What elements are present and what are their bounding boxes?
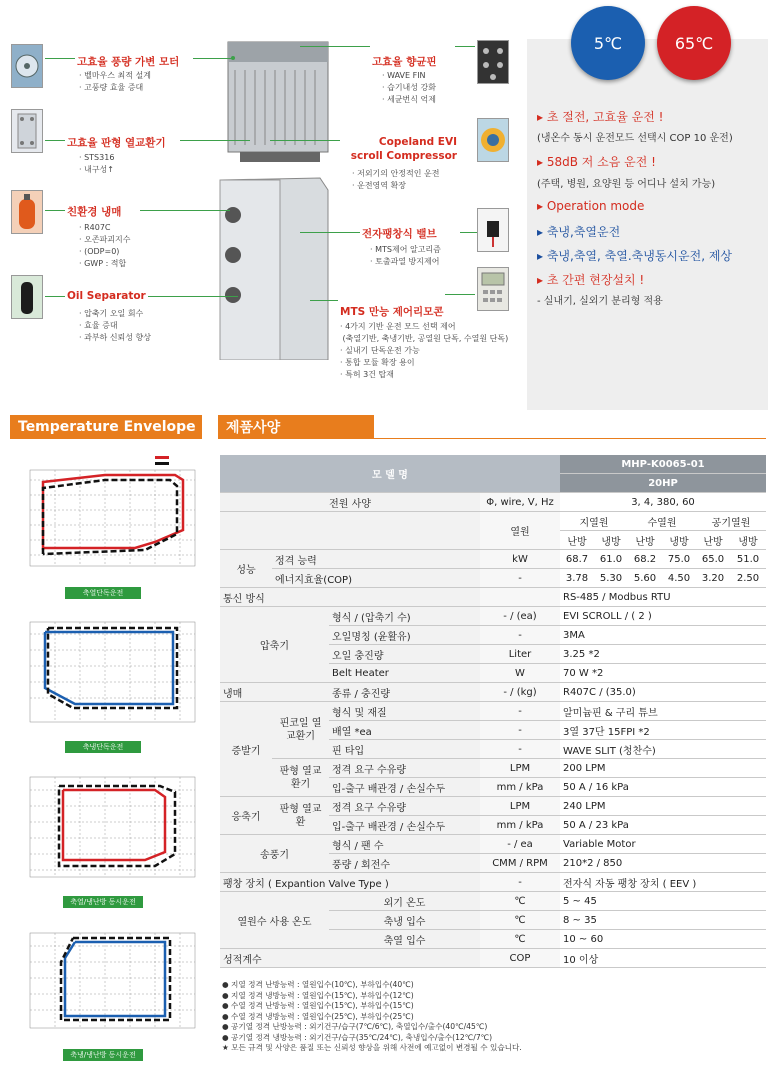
capacity-label: 정격 능력 bbox=[272, 550, 480, 569]
row-label: Belt Heater bbox=[329, 664, 480, 683]
row-label: 형식 / (압축기 수) bbox=[329, 607, 480, 626]
fin-group: 핀코일 열교환기 bbox=[272, 702, 329, 759]
cop-value: 3.78 bbox=[560, 569, 594, 588]
row-label: 외기 온도 bbox=[329, 892, 480, 911]
mode: 냉방 bbox=[594, 531, 628, 550]
cold-temp-badge: 5℃ bbox=[571, 6, 645, 80]
row-value: 210*2 / 850 bbox=[560, 854, 766, 873]
remote-controller-image bbox=[477, 267, 509, 311]
row-label: 정격 요구 수유량 bbox=[329, 797, 480, 816]
feature-line: 과부하 신뢰성 향상 bbox=[84, 333, 152, 342]
evap-group: 증발기 bbox=[220, 702, 272, 797]
spec-header: 제품사양 bbox=[218, 415, 374, 439]
cop-value: 4.50 bbox=[662, 569, 696, 588]
cond-sub: 판형 열교환 bbox=[272, 797, 329, 835]
perf-group: 성능 bbox=[220, 550, 272, 588]
envelope-header: Temperature Envelope bbox=[10, 415, 202, 439]
fan-motor-image bbox=[11, 44, 43, 88]
mode: 냉방 bbox=[662, 531, 696, 550]
row-unit: Liter bbox=[480, 645, 560, 664]
hot-temp-badge: 65℃ bbox=[657, 6, 731, 80]
chart-caption: 축열단독운전 bbox=[65, 587, 141, 599]
envelope-chart-4 bbox=[15, 918, 200, 1048]
feature-line: WAVE FIN bbox=[387, 71, 426, 80]
envelope-chart-2 bbox=[15, 612, 200, 742]
row-label: 오일 충진량 bbox=[329, 645, 480, 664]
exp-unit: - bbox=[480, 873, 560, 892]
feature-line: 4가지 기반 운전 모드 선택 제어 bbox=[345, 322, 456, 331]
plate-heat-exchanger-image bbox=[11, 109, 43, 153]
source-air: 공기열원 bbox=[696, 512, 766, 531]
spec-notes bbox=[222, 980, 762, 1054]
row-unit: ℃ bbox=[480, 911, 560, 930]
highlight-title: ▸ Operation mode bbox=[537, 199, 645, 213]
mode: 난방 bbox=[560, 531, 594, 550]
chart-caption: 축냉단독운전 bbox=[65, 741, 141, 753]
fan-group: 송풍기 bbox=[220, 835, 329, 873]
ref-unit: - / (kg) bbox=[480, 683, 560, 702]
source-ground: 지열원 bbox=[560, 512, 628, 531]
mode: 난방 bbox=[628, 531, 662, 550]
feature-line: 세균번식 억제 bbox=[387, 95, 437, 104]
feature-line: 운전영역 확장 bbox=[357, 181, 407, 190]
highlight-sub: - 실내기, 실외기 분리형 적용 bbox=[537, 296, 663, 307]
row-label: 축열 입수 bbox=[329, 930, 480, 949]
row-value: 3.25 *2 bbox=[560, 645, 766, 664]
mode: 난방 bbox=[696, 531, 730, 550]
highlight-sub: (냉온수 동시 운전모드 선택시 COP 10 운전) bbox=[537, 133, 733, 144]
note-line: ★ 모든 규격 및 사양은 품질 또는 신뢰성 향상을 위해 사전에 예고없이 변경될 수 있습니다. bbox=[222, 1043, 522, 1052]
row-unit: CMM / RPM bbox=[480, 854, 560, 873]
ref-group: 냉매 bbox=[220, 683, 329, 702]
row-unit: - bbox=[480, 740, 560, 759]
row-value: 8 ~ 35 bbox=[560, 911, 766, 930]
power-label: 전원 사양 bbox=[220, 493, 480, 512]
cop-label: 에너지효율(COP) bbox=[272, 569, 480, 588]
row-label: 풍량 / 회전수 bbox=[329, 854, 480, 873]
row-value: 10 ~ 60 bbox=[560, 930, 766, 949]
row-unit: ℃ bbox=[480, 892, 560, 911]
capacity-value: 65.0 bbox=[696, 550, 730, 569]
feature-line: MTS제어 알고리즘 bbox=[375, 245, 441, 254]
note-line: ● 지열 정격 냉방능력 : 열원입수(15℃), 부하입수(12℃) bbox=[222, 990, 414, 1000]
feature-line: 토출과열 방지제어 bbox=[375, 257, 440, 266]
row-unit: - bbox=[480, 702, 560, 721]
feature-line: 습기내성 강화 bbox=[387, 83, 437, 92]
row-unit: - / (ea) bbox=[480, 607, 560, 626]
row-unit: - bbox=[480, 626, 560, 645]
row-unit: LPM bbox=[480, 759, 560, 778]
feature-line: 효율 증대 bbox=[84, 321, 118, 330]
highlight-title: ▸ 58dB 저 소음 운전 ! bbox=[537, 155, 656, 169]
envelope-chart-1 bbox=[15, 450, 200, 590]
row-value: WAVE SLIT (청찬수) bbox=[560, 740, 766, 759]
feature-line: R407C bbox=[84, 223, 111, 232]
row-label: 정격 요구 수유량 bbox=[329, 759, 480, 778]
feature-line: STS316 bbox=[84, 153, 115, 162]
feature-title: 고효율 풍량 가변 모터 bbox=[77, 56, 180, 68]
power-unit: Φ, wire, V, Hz bbox=[480, 493, 560, 512]
expansion-valve-image bbox=[477, 208, 509, 252]
note-line: ● 지열 정격 난방능력 : 열원입수(10℃), 부하입수(40℃) bbox=[222, 980, 414, 989]
note-line: ● 수열 정격 난방능력 : 열원입수(15℃), 부하입수(15℃) bbox=[222, 1001, 414, 1010]
row-unit: - bbox=[480, 721, 560, 740]
model-value: MHP-K0065-01 bbox=[560, 455, 766, 474]
feature-line: 오존파괴지수 bbox=[84, 235, 131, 244]
oil-separator-image bbox=[11, 275, 43, 319]
refrigerant-cylinder-image bbox=[11, 190, 43, 234]
row-value: EVI SCROLL / ( 2 ) bbox=[560, 607, 766, 626]
highlight-title: ▸ 축냉,축열, 축열.축냉동시운전, 제상 bbox=[537, 249, 733, 263]
feature-line: 실내기 단독운전 가능 bbox=[345, 346, 420, 355]
feature-overview: 고효율 풍량 가변 모터 · 벨마우스 최적 설계 · 고풍량 효율 증대 고효율 판형 열교환기 · STS316 · 내구성↑ 친환경 냉매 · R407C · 오존파괴지수 · (ODP=0) · GWP : 적합 Oil Separator · 압축기 오일 회수 · 효율 증대 · 과부하 신뢰성 향상 고효율 향균핀 · WAVE FIN · 습기내성 강화 · 세균번식 억제 Copeland EVI scroll Compressor · 저외기의 안정적인 운전 · 운전영역 확장 전자팽창식 밸브 · MTS제어 알고리즘 · 토출과열 방지제어 MTS 만능 제어리모콘 · 4가지 기반 운전 모드 선택 제어 (축열기반, 축냉기반, 공열원 단독, 수열원 단독) · 실내기 단독운전 가능 · 통합 모듈 확장 용이 · 특허 3건 탑재 bbox=[0, 0, 768, 410]
row-label: 핀 타입 bbox=[329, 740, 480, 759]
compressor-image bbox=[477, 118, 509, 162]
row-label: 입-출구 배관경 / 손실수두 bbox=[329, 778, 480, 797]
row-label: 배열 *ea bbox=[329, 721, 480, 740]
cop-value: 3.20 bbox=[696, 569, 730, 588]
row-value: 240 LPM bbox=[560, 797, 766, 816]
model-label: 모 델 명 bbox=[220, 455, 560, 493]
row-label: 형식 및 재질 bbox=[329, 702, 480, 721]
row-value: 50 A / 16 kPa bbox=[560, 778, 766, 797]
heat-pump-unit-image bbox=[200, 30, 345, 360]
power-value: 3, 4, 380, 60 bbox=[560, 493, 766, 512]
comm-value: RS-485 / Modbus RTU bbox=[560, 588, 766, 607]
fin-image bbox=[477, 40, 509, 84]
heat-source-label: 열원 bbox=[480, 512, 560, 550]
capacity-value: 51.0 bbox=[730, 550, 766, 569]
ref-value: R407C / (35.0) bbox=[560, 683, 766, 702]
feature-line: 내구성↑ bbox=[84, 165, 114, 174]
spec-table bbox=[220, 455, 766, 968]
grade-value: 10 이상 bbox=[560, 949, 766, 968]
feature-line: 압축기 오일 회수 bbox=[84, 309, 144, 318]
feature-title: 고효율 향균핀 bbox=[372, 56, 437, 68]
envelope-chart-3 bbox=[15, 762, 200, 897]
row-value: 3MA bbox=[560, 626, 766, 645]
grade-unit: COP bbox=[480, 949, 560, 968]
capacity-value: 68.2 bbox=[628, 550, 662, 569]
chart-caption: 축냉/냉난방 동시운전 bbox=[63, 1049, 143, 1061]
note-line: ● 공기열 정격 난방능력 : 외기건구/습구(7℃/6℃), 축열입수/출수(40℃/45℃) bbox=[222, 1022, 488, 1031]
feature-title: Copeland EVI scroll Compressor bbox=[350, 136, 457, 162]
cond-group: 응축기 bbox=[220, 797, 272, 835]
highlight-title: ▸ 초 절전, 고효율 운전 ! bbox=[537, 110, 664, 124]
feature-line: 특허 3건 탑재 bbox=[345, 370, 394, 379]
feature-line: (ODP=0) bbox=[84, 247, 120, 256]
hp-value: 20HP bbox=[560, 474, 766, 493]
capacity-unit: kW bbox=[480, 550, 560, 569]
row-label: 형식 / 팬 수 bbox=[329, 835, 480, 854]
temp-group: 열원수 사용 온도 bbox=[220, 892, 329, 949]
row-label: 오일명칭 (윤활유) bbox=[329, 626, 480, 645]
highlight-title: ▸ 초 간편 현장설치 ! bbox=[537, 273, 645, 287]
row-unit: mm / kPa bbox=[480, 778, 560, 797]
ref-label: 종류 / 충진량 bbox=[329, 683, 480, 702]
source-water: 수열원 bbox=[628, 512, 696, 531]
row-value: Variable Motor bbox=[560, 835, 766, 854]
feature-title: 전자팽창식 밸브 bbox=[362, 228, 437, 240]
highlight-sub: (주택, 병원, 요양원 등 어디나 설치 가능) bbox=[537, 179, 716, 190]
feature-title: MTS 만능 제어리모콘 bbox=[340, 306, 444, 318]
cop-unit: - bbox=[480, 569, 560, 588]
exp-value: 전자식 자동 팽창 장치 ( EEV ) bbox=[560, 873, 766, 892]
mode: 냉방 bbox=[730, 531, 766, 550]
row-value: 50 A / 23 kPa bbox=[560, 816, 766, 835]
note-line: ● 수열 정격 냉방능력 : 열원입수(25℃), 부하입수(25℃) bbox=[222, 1011, 414, 1021]
cop-value: 5.60 bbox=[628, 569, 662, 588]
feature-title: Oil Separator bbox=[67, 290, 146, 302]
row-unit: mm / kPa bbox=[480, 816, 560, 835]
row-label: 입-출구 배관경 / 손실수두 bbox=[329, 816, 480, 835]
capacity-value: 61.0 bbox=[594, 550, 628, 569]
row-value: 200 LPM bbox=[560, 759, 766, 778]
cop-value: 5.30 bbox=[594, 569, 628, 588]
feature-title: 고효율 판형 열교환기 bbox=[67, 137, 166, 149]
row-value: 알미늄핀 & 구리 튜브 bbox=[560, 702, 766, 721]
comp-group: 압축기 bbox=[220, 607, 329, 683]
highlight-title: ▸ 축냉,축열운전 bbox=[537, 225, 621, 239]
plate-group: 판형 열교환기 bbox=[272, 759, 329, 797]
row-value: 70 W *2 bbox=[560, 664, 766, 683]
row-value: 5 ~ 45 bbox=[560, 892, 766, 911]
capacity-value: 75.0 bbox=[662, 550, 696, 569]
row-label: 축냉 입수 bbox=[329, 911, 480, 930]
feature-line: 통합 모듈 확장 용이 bbox=[345, 358, 415, 367]
feature-line: GWP : 적합 bbox=[84, 259, 127, 268]
chart-caption: 축열/냉난방 동시운전 bbox=[63, 896, 143, 908]
feature-line: 벨마우스 최적 설계 bbox=[84, 71, 152, 80]
grade-label: 성적계수 bbox=[220, 949, 480, 968]
exp-label: 팽창 장치 ( Expantion Valve Type ) bbox=[220, 873, 480, 892]
feature-line: 저외기의 안정적인 운전 bbox=[357, 169, 440, 178]
row-value: 3열 37단 15FPI *2 bbox=[560, 721, 766, 740]
cop-value: 2.50 bbox=[730, 569, 766, 588]
row-unit: - / ea bbox=[480, 835, 560, 854]
row-unit: ℃ bbox=[480, 930, 560, 949]
feature-line: 고풍량 효율 증대 bbox=[84, 83, 144, 92]
row-unit: W bbox=[480, 664, 560, 683]
capacity-value: 68.7 bbox=[560, 550, 594, 569]
feature-line: (축열기반, 축냉기반, 공열원 단독, 수열원 단독) bbox=[342, 334, 509, 343]
note-line: ● 공기열 정격 냉방능력 : 외기건구/습구(35℃/24℃), 축냉입수/출수(12℃/7℃) bbox=[222, 1032, 493, 1042]
row-unit: LPM bbox=[480, 797, 560, 816]
feature-title: 친환경 냉매 bbox=[67, 206, 122, 218]
comm-label: 통신 방식 bbox=[220, 588, 480, 607]
